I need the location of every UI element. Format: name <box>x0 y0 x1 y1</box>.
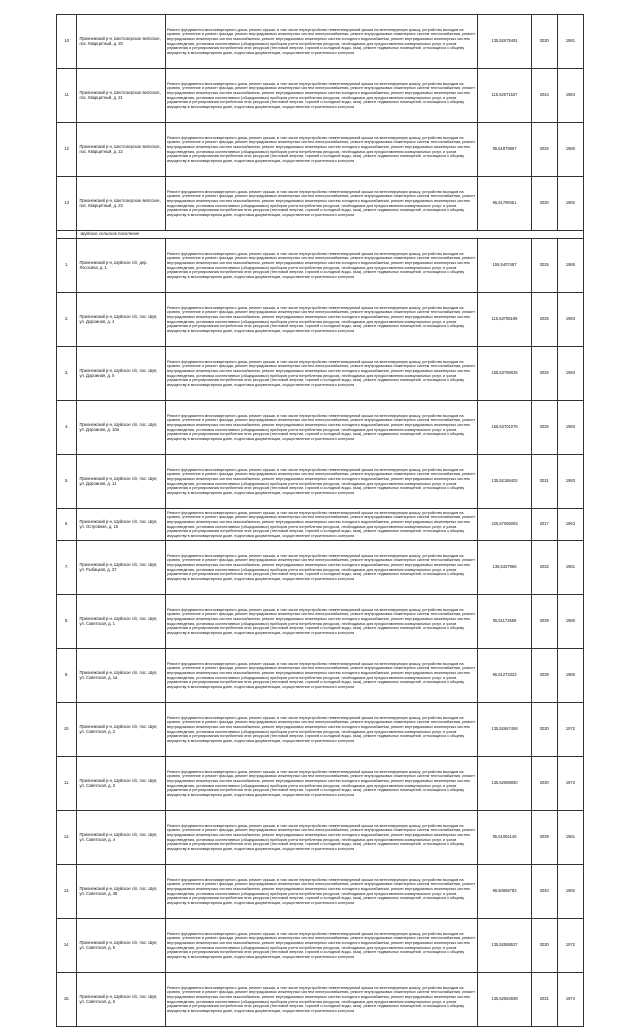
row-address: Прионежский р-н, Шуйское с/п, пос. Шуя, ул. Советская, д. 4 <box>77 811 166 865</box>
row-address: Прионежский р-н, Шелтозерское вепсское, пос. Кварцитный, д. 23 <box>77 177 166 231</box>
table-row <box>57 973 584 1027</box>
row-number: 11. <box>57 757 77 811</box>
row-year: 2024 <box>531 69 557 123</box>
row-works: Ремонт фундамента многоквартирного дома, ремонт крыши, в том числе переустройство невентилируемой крыши на вентилируемую крышу, устройство выходов на кровлю, утепление и ремонт фасада, ремонт внутридомовых инженерных систем электроснабжения, ремонт внутридомовых инженерных систем теплоснабжения, ремонт внутридомовых инженерных систем газоснабжения, ремонт внутридомовых инженерных систем холодного водоснабжения, ремонт внутридомовых инженерных систем водоотведения, установка коллективных (общедомовых) приборов учета потребления ресурсов, необходимых для предоставления коммунальных услуг, и узлов управления и регулирования потребления этих ресурсов (тепловой энергии, горячей и холодной воды, газа), ремонт подвальных помещений, относящихся к общему имуществу в многоквартирном доме, подготовка документации, осуществление строительного контроля <box>166 757 478 811</box>
row-address: Прионежский р-н, Шуйское с/п, пос. Шуя, ул. Дорожная, д. 11 <box>77 455 166 509</box>
row-area: 115,53785199 <box>478 293 531 347</box>
row-area: 95,50855783 <box>478 865 531 919</box>
row-area: 135,52667468 <box>478 703 531 757</box>
row-address: Прионежский р-н, Шуйское с/п, пос. Шуя, ул. Дорожная, д. 4 <box>77 293 166 347</box>
row-works: Ремонт фундамента многоквартирного дома, ремонт крыши, в том числе переустройство невентилируемой крыши на вентилируемую крышу, устройство выходов на кровлю, утепление и ремонт фасада, ремонт внутридомовых инженерных систем электроснабжения, ремонт внутридомовых инженерных систем теплоснабжения, ремонт внутридомовых инженерных систем газоснабжения, ремонт внутридомовых инженерных систем холодного водоснабжения, ремонт внутридомовых инженерных систем водоотведения, установка коллективных (общедомовых) приборов учета потребления ресурсов, необходимых для предоставления коммунальных услуг, и узлов управления и регулирования потребления этих ресурсов (тепловой энергии, горячей и холодной воды, газа), ремонт подвальных помещений, относящихся к общему имуществу в многоквартирном доме, подготовка документации, осуществление строительного контроля <box>166 509 478 541</box>
section-header-row <box>57 231 584 239</box>
row-number: 3. <box>57 347 77 401</box>
row-number: 10 <box>57 15 77 69</box>
row-year: 2031 <box>531 973 557 1027</box>
row-year: 2017 <box>531 509 557 541</box>
row-area: 135,52186402 <box>478 455 531 509</box>
row-address: Прионежский р-н, Шуйское с/п, пос. Шуя, ул. Дорожная, д. 10а <box>77 401 166 455</box>
row-number: 1. <box>57 239 77 293</box>
table-row <box>57 293 584 347</box>
table-row <box>57 703 584 757</box>
row-built-year: 1972 <box>557 757 583 811</box>
row-built-year: 1980 <box>557 595 583 649</box>
row-works: Ремонт фундамента многоквартирного дома, ремонт крыши, в том числе переустройство невентилируемой крыши на вентилируемую крышу, устройство выходов на кровлю, утепление и ремонт фасада, ремонт внутридомовых инженерных систем электроснабжения, ремонт внутридомовых инженерных систем теплоснабжения, ремонт внутридомовых инженерных систем газоснабжения, ремонт внутридомовых инженерных систем холодного водоснабжения, ремонт внутридомовых инженерных систем водоотведения, установка коллективных (общедомовых) приборов учета потребления ресурсов, необходимых для предоставления коммунальных услуг, и узлов управления и регулирования потребления этих ресурсов (тепловой энергии, горячей и холодной воды, газа), ремонт подвальных помещений, относящихся к общему имуществу в многоквартирном доме, подготовка документации, осуществление строительного контроля <box>166 919 478 973</box>
table-row <box>57 401 584 455</box>
row-number: 12. <box>57 811 77 865</box>
table-row <box>57 649 584 703</box>
row-built-year: 1972 <box>557 919 583 973</box>
row-address: Прионежский р-н, Шуйское с/п, пос. Шуя, ул. Советская, д. 2 <box>77 703 166 757</box>
row-area: 155,53701076 <box>478 401 531 455</box>
row-address: Прионежский р-н, Шуйское с/п, дер. Лососина, д. 1 <box>77 239 166 293</box>
row-works: Ремонт фундамента многоквартирного дома, ремонт крыши, в том числе переустройство невентилируемой крыши на вентилируемую крышу, устройство выходов на кровлю, утепление и ремонт фасада, ремонт внутридомовых инженерных систем электроснабжения, ремонт внутридомовых инженерных систем теплоснабжения, ремонт внутридомовых инженерных систем газоснабжения, ремонт внутридомовых инженерных систем холодного водоснабжения, ремонт внутридомовых инженерных систем водоотведения, установка коллективных (общедомовых) приборов учета потребления ресурсов, необходимых для предоставления коммунальных услуг, и узлов управления и регулирования потребления этих ресурсов (тепловой энергии, горячей и холодной воды, газа), ремонт подвальных помещений, относящихся к общему имуществу в многоквартирном доме, подготовка документации, осуществление строительного контроля <box>166 293 478 347</box>
table-row <box>57 509 584 541</box>
row-number: 8. <box>57 595 77 649</box>
row-works: Ремонт фундамента многоквартирного дома, ремонт крыши, в том числе переустройство невентилируемой крыши на вентилируемую крышу, устройство выходов на кровлю, утепление и ремонт фасада, ремонт внутридомовых инженерных систем электроснабжения, ремонт внутридомовых инженерных систем теплоснабжения, ремонт внутридомовых инженерных систем газоснабжения, ремонт внутридомовых инженерных систем холодного водоснабжения, ремонт внутридомовых инженерных систем водоотведения, установка коллективных (общедомовых) приборов учета потребления ресурсов, необходимых для предоставления коммунальных услуг, и узлов управления и регулирования потребления этих ресурсов (тепловой энергии, горячей и холодной воды, газа), ремонт подвальных помещений, относящихся к общему имуществу в многоквартирном доме, подготовка документации, осуществление строительного контроля <box>166 239 478 293</box>
row-area: 135,52588537 <box>478 919 531 973</box>
row-address: Прионежский р-н, Шуйское с/п, пос. Шуя, ул. Дорожная, д. 5 <box>77 347 166 401</box>
row-area: 135,52588050 <box>478 757 531 811</box>
row-year: 2030 <box>531 703 557 757</box>
row-year: 2039 <box>531 595 557 649</box>
row-works: Ремонт фундамента многоквартирного дома, ремонт крыши, в том числе переустройство невентилируемой крыши на вентилируемую крышу, устройство выходов на кровлю, утепление и ремонт фасада, ремонт внутридомовых инженерных систем электроснабжения, ремонт внутридомовых инженерных систем теплоснабжения, ремонт внутридомовых инженерных систем газоснабжения, ремонт внутридомовых инженерных систем холодного водоснабжения, ремонт внутридомовых инженерных систем водоотведения, установка коллективных (общедомовых) приборов учета потребления ресурсов, необходимых для предоставления коммунальных услуг, и узлов управления и регулирования потребления этих ресурсов (тепловой энергии, горячей и холодной воды, газа), ремонт подвальных помещений, относящихся к общему имуществу в многоквартирном доме, подготовка документации, осуществление строительного контроля <box>166 541 478 595</box>
row-year: 2025 <box>531 293 557 347</box>
row-built-year: 1974 <box>557 973 583 1027</box>
row-number: 11 <box>57 69 77 123</box>
table-body-shuya <box>57 239 584 1027</box>
row-number: 2. <box>57 293 77 347</box>
row-year: 2025 <box>531 239 557 293</box>
row-year: 2025 <box>531 347 557 401</box>
row-number: 13 <box>57 177 77 231</box>
row-works: Ремонт фундамента многоквартирного дома, ремонт крыши, в том числе переустройство невентилируемой крыши на вентилируемую крышу, устройство выходов на кровлю, утепление и ремонт фасада, ремонт внутридомовых инженерных систем электроснабжения, ремонт внутридомовых инженерных систем теплоснабжения, ремонт внутридомовых инженерных систем газоснабжения, ремонт внутридомовых инженерных систем холодного водоснабжения, ремонт внутридомовых инженерных систем водоотведения, установка коллективных (общедомовых) приборов учета потребления ресурсов, необходимых для предоставления коммунальных услуг, и узлов управления и регулирования потребления этих ресурсов (тепловой энергии, горячей и холодной воды, газа), ремонт подвальных помещений, относящихся к общему имуществу в многоквартирном доме, подготовка документации, осуществление строительного контроля <box>166 177 478 231</box>
row-built-year: 1980 <box>557 649 583 703</box>
row-area: 135,52675491 <box>478 15 531 69</box>
row-address: Прионежский р-н, Шелтозерское вепсское, пос. Кварцитный, д. 20 <box>77 15 166 69</box>
row-address: Прионежский р-н, Шуйское с/п, пос. Шуя, ул. Советская, д. 35 <box>77 865 166 919</box>
row-year: 2030 <box>531 15 557 69</box>
row-area: 95,51799451 <box>478 177 531 231</box>
row-address: Прионежский р-н, Шуйское с/п, пос. Шуя, ул. Советская, д. 5 <box>77 919 166 973</box>
table-row <box>57 595 584 649</box>
row-address: Прионежский р-н, Шуйское с/п, пос. Шуя, ул. Советская, д. 6 <box>77 973 166 1027</box>
row-area: 225,57065083 <box>478 509 531 541</box>
row-built-year: 1963 <box>557 509 583 541</box>
row-works: Ремонт фундамента многоквартирного дома, ремонт крыши, в том числе переустройство невентилируемой крыши на вентилируемую крышу, устройство выходов на кровлю, утепление и ремонт фасада, ремонт внутридомовых инженерных систем электроснабжения, ремонт внутридомовых инженерных систем теплоснабжения, ремонт внутридомовых инженерных систем газоснабжения, ремонт внутридомовых инженерных систем холодного водоснабжения, ремонт внутридомовых инженерных систем водоотведения, установка коллективных (общедомовых) приборов учета потребления ресурсов, необходимых для предоставления коммунальных услуг, и узлов управления и регулирования потребления этих ресурсов (тепловой энергии, горячей и холодной воды, газа), ремонт подвальных помещений, относящихся к общему имуществу в многоквартирном доме, подготовка документации, осуществление строительного контроля <box>166 15 478 69</box>
row-area: 95,51172569 <box>478 595 531 649</box>
row-area: 95,51879867 <box>478 123 531 177</box>
row-address: Прионежский р-н, Шуйское с/п, пос. Шуя, ул. Островная, д. 15 <box>77 509 166 541</box>
row-built-year: 1985 <box>557 239 583 293</box>
row-built-year: 1983 <box>557 455 583 509</box>
row-number: 6. <box>57 509 77 541</box>
row-year: 2039 <box>531 649 557 703</box>
row-built-year: 1980 <box>557 123 583 177</box>
row-number: 5. <box>57 455 77 509</box>
row-works: Ремонт фундамента многоквартирного дома, ремонт крыши, в том числе переустройство невентилируемой крыши на вентилируемую крышу, устройство выходов на кровлю, утепление и ремонт фасада, ремонт внутридомовых инженерных систем электроснабжения, ремонт внутридомовых инженерных систем теплоснабжения, ремонт внутридомовых инженерных систем газоснабжения, ремонт внутридомовых инженерных систем холодного водоснабжения, ремонт внутридомовых инженерных систем водоотведения, установка коллективных (общедомовых) приборов учета потребления ресурсов, необходимых для предоставления коммунальных услуг, и узлов управления и регулирования потребления этих ресурсов (тепловой энергии, горячей и холодной воды, газа), ремонт подвальных помещений, относящихся к общему имуществу в многоквартирном доме, подготовка документации, осуществление строительного контроля <box>166 703 478 757</box>
row-number: 7. <box>57 541 77 595</box>
table-row <box>57 123 584 177</box>
row-year: 2030 <box>531 919 557 973</box>
row-address: Прионежский р-н, Шелтозерское вепсское, пос. Кварцитный, д. 21 <box>77 69 166 123</box>
row-number: 10. <box>57 703 77 757</box>
row-built-year: 1983 <box>557 401 583 455</box>
row-year: 2031 <box>531 455 557 509</box>
table-row <box>57 919 584 973</box>
row-address: Прионежский р-н, Шуйское с/п, пос. Шуя, ул. Советская, д. 1а <box>77 649 166 703</box>
row-number: 12 <box>57 123 77 177</box>
row-built-year: 1981 <box>557 811 583 865</box>
row-year: 2032 <box>531 541 557 595</box>
row-year: 2039 <box>531 811 557 865</box>
row-year: 2026 <box>531 123 557 177</box>
row-area: 115,52671537 <box>478 69 531 123</box>
row-area: 155,53799025 <box>478 347 531 401</box>
row-area: 155,5407487 <box>478 239 531 293</box>
row-works: Ремонт фундамента многоквартирного дома, ремонт крыши, в том числе переустройство невентилируемой крыши на вентилируемую крышу, устройство выходов на кровлю, утепление и ремонт фасада, ремонт внутридомовых инженерных систем электроснабжения, ремонт внутридомовых инженерных систем теплоснабжения, ремонт внутридомовых инженерных систем газоснабжения, ремонт внутридомовых инженерных систем холодного водоснабжения, ремонт внутридомовых инженерных систем водоотведения, установка коллективных (общедомовых) приборов учета потребления ресурсов, необходимых для предоставления коммунальных услуг, и узлов управления и регулирования потребления этих ресурсов (тепловой энергии, горячей и холодной воды, газа), ремонт подвальных помещений, относящихся к общему имуществу в многоквартирном доме, подготовка документации, осуществление строительного контроля <box>166 973 478 1027</box>
row-year: 2030 <box>531 757 557 811</box>
row-built-year: 1983 <box>557 293 583 347</box>
row-works: Ремонт фундамента многоквартирного дома, ремонт крыши, в том числе переустройство невентилируемой крыши на вентилируемую крышу, устройство выходов на кровлю, утепление и ремонт фасада, ремонт внутридомовых инженерных систем электроснабжения, ремонт внутридомовых инженерных систем теплоснабжения, ремонт внутридомовых инженерных систем газоснабжения, ремонт внутридомовых инженерных систем холодного водоснабжения, ремонт внутридомовых инженерных систем водоотведения, установка коллективных (общедомовых) приборов учета потребления ресурсов, необходимых для предоставления коммунальных услуг, и узлов управления и регулирования потребления этих ресурсов (тепловой энергии, горячей и холодной воды, газа), ремонт подвальных помещений, относящихся к общему имуществу в многоквартирном доме, подготовка документации, осуществление строительного контроля <box>166 347 478 401</box>
row-built-year: 1972 <box>557 703 583 757</box>
table-row <box>57 239 584 293</box>
row-address: Прионежский р-н, Шуйское с/п, пос. Шуя, ул. Советская, д. 3 <box>77 757 166 811</box>
row-address: Прионежский р-н, Шелтозерское вепсское, пос. Кварцитный, д. 22 <box>77 123 166 177</box>
row-year: 2040 <box>531 865 557 919</box>
row-built-year: 1981 <box>557 15 583 69</box>
row-built-year: 1984 <box>557 69 583 123</box>
table-row <box>57 455 584 509</box>
row-year: 2030 <box>531 177 557 231</box>
table-row <box>57 811 584 865</box>
row-number: 13. <box>57 865 77 919</box>
row-works: Ремонт фундамента многоквартирного дома, ремонт крыши, в том числе переустройство невентилируемой крыши на вентилируемую крышу, устройство выходов на кровлю, утепление и ремонт фасада, ремонт внутридомовых инженерных систем электроснабжения, ремонт внутридомовых инженерных систем теплоснабжения, ремонт внутридомовых инженерных систем газоснабжения, ремонт внутридомовых инженерных систем холодного водоснабжения, ремонт внутридомовых инженерных систем водоотведения, установка коллективных (общедомовых) приборов учета потребления ресурсов, необходимых для предоставления коммунальных услуг, и узлов управления и регулирования потребления этих ресурсов (тепловой энергии, горячей и холодной воды, газа), ремонт подвальных помещений, относящихся к общему имуществу в многоквартирном доме, подготовка документации, осуществление строительного контроля <box>166 69 478 123</box>
housing-repair-table <box>56 14 584 1027</box>
row-area: 135,52584598 <box>478 973 531 1027</box>
row-area: 95,51094148 <box>478 811 531 865</box>
table-section <box>57 231 584 239</box>
row-works: Ремонт фундамента многоквартирного дома, ремонт крыши, в том числе переустройство невентилируемой крыши на вентилируемую крышу, устройство выходов на кровлю, утепление и ремонт фасада, ремонт внутридомовых инженерных систем электроснабжения, ремонт внутридомовых инженерных систем теплоснабжения, ремонт внутридомовых инженерных систем газоснабжения, ремонт внутридомовых инженерных систем холодного водоснабжения, ремонт внутридомовых инженерных систем водоотведения, установка коллективных (общедомовых) приборов учета потребления ресурсов, необходимых для предоставления коммунальных услуг, и узлов управления и регулирования потребления этих ресурсов (тепловой энергии, горячей и холодной воды, газа), ремонт подвальных помещений, относящихся к общему имуществу в многоквартирном доме, подготовка документации, осуществление строительного контроля <box>166 123 478 177</box>
row-works: Ремонт фундамента многоквартирного дома, ремонт крыши, в том числе переустройство невентилируемой крыши на вентилируемую крышу, устройство выходов на кровлю, утепление и ремонт фасада, ремонт внутридомовых инженерных систем электроснабжения, ремонт внутридомовых инженерных систем теплоснабжения, ремонт внутридомовых инженерных систем газоснабжения, ремонт внутридомовых инженерных систем холодного водоснабжения, ремонт внутридомовых инженерных систем водоотведения, установка коллективных (общедомовых) приборов учета потребления ресурсов, необходимых для предоставления коммунальных услуг, и узлов управления и регулирования потребления этих ресурсов (тепловой энергии, горячей и холодной воды, газа), ремонт подвальных помещений, относящихся к общему имуществу в многоквартирном доме, подготовка документации, осуществление строительного контроля <box>166 865 478 919</box>
row-number: 9. <box>57 649 77 703</box>
table-row <box>57 347 584 401</box>
row-number: 14. <box>57 919 77 973</box>
row-number: 4. <box>57 401 77 455</box>
table-row <box>57 541 584 595</box>
row-area: 95,51273323 <box>478 649 531 703</box>
row-number: 15. <box>57 973 77 1027</box>
table-row <box>57 177 584 231</box>
table-row <box>57 69 584 123</box>
row-address: Прионежский р-н, Шуйское с/п, пос. Шуя, ул. Рыбацкая, д. 37 <box>77 541 166 595</box>
row-area: 135,5337966 <box>478 541 531 595</box>
table-row <box>57 15 584 69</box>
row-works: Ремонт фундамента многоквартирного дома, ремонт крыши, в том числе переустройство невентилируемой крыши на вентилируемую крышу, устройство выходов на кровлю, утепление и ремонт фасада, ремонт внутридомовых инженерных систем электроснабжения, ремонт внутридомовых инженерных систем теплоснабжения, ремонт внутридомовых инженерных систем газоснабжения, ремонт внутридомовых инженерных систем холодного водоснабжения, ремонт внутридомовых инженерных систем водоотведения, установка коллективных (общедомовых) приборов учета потребления ресурсов, необходимых для предоставления коммунальных услуг, и узлов управления и регулирования потребления этих ресурсов (тепловой энергии, горячей и холодной воды, газа), ремонт подвальных помещений, относящихся к общему имуществу в многоквартирном доме, подготовка документации, осуществление строительного контроля <box>166 811 478 865</box>
row-year: 2025 <box>531 401 557 455</box>
table-body-shelt <box>57 15 584 231</box>
row-works: Ремонт фундамента многоквартирного дома, ремонт крыши, в том числе переустройство невентилируемой крыши на вентилируемую крышу, устройство выходов на кровлю, утепление и ремонт фасада, ремонт внутридомовых инженерных систем электроснабжения, ремонт внутридомовых инженерных систем теплоснабжения, ремонт внутридомовых инженерных систем газоснабжения, ремонт внутридомовых инженерных систем холодного водоснабжения, ремонт внутридомовых инженерных систем водоотведения, установка коллективных (общедомовых) приборов учета потребления ресурсов, необходимых для предоставления коммунальных услуг, и узлов управления и регулирования потребления этих ресурсов (тепловой энергии, горячей и холодной воды, газа), ремонт подвальных помещений, относящихся к общему имуществу в многоквартирном доме, подготовка документации, осуществление строительного контроля <box>166 595 478 649</box>
row-built-year: 1982 <box>557 865 583 919</box>
table-row <box>57 865 584 919</box>
table-row <box>57 757 584 811</box>
row-built-year: 1981 <box>557 541 583 595</box>
row-address: Прионежский р-н, Шуйское с/п, пос. Шуя, ул. Советская, д. 1 <box>77 595 166 649</box>
row-built-year: 1983 <box>557 347 583 401</box>
row-works: Ремонт фундамента многоквартирного дома, ремонт крыши, в том числе переустройство невентилируемой крыши на вентилируемую крышу, устройство выходов на кровлю, утепление и ремонт фасада, ремонт внутридомовых инженерных систем электроснабжения, ремонт внутридомовых инженерных систем теплоснабжения, ремонт внутридомовых инженерных систем газоснабжения, ремонт внутридомовых инженерных систем холодного водоснабжения, ремонт внутридомовых инженерных систем водоотведения, установка коллективных (общедомовых) приборов учета потребления ресурсов, необходимых для предоставления коммунальных услуг, и узлов управления и регулирования потребления этих ресурсов (тепловой энергии, горячей и холодной воды, газа), ремонт подвальных помещений, относящихся к общему имуществу в многоквартирном доме, подготовка документации, осуществление строительного контроля <box>166 649 478 703</box>
section-title: Шуйское сельское поселение <box>77 231 584 239</box>
row-works: Ремонт фундамента многоквартирного дома, ремонт крыши, в том числе переустройство невентилируемой крыши на вентилируемую крышу, устройство выходов на кровлю, утепление и ремонт фасада, ремонт внутридомовых инженерных систем электроснабжения, ремонт внутридомовых инженерных систем теплоснабжения, ремонт внутридомовых инженерных систем газоснабжения, ремонт внутридомовых инженерных систем холодного водоснабжения, ремонт внутридомовых инженерных систем водоотведения, установка коллективных (общедомовых) приборов учета потребления ресурсов, необходимых для предоставления коммунальных услуг, и узлов управления и регулирования потребления этих ресурсов (тепловой энергии, горячей и холодной воды, газа), ремонт подвальных помещений, относящихся к общему имуществу в многоквартирном доме, подготовка документации, осуществление строительного контроля <box>166 455 478 509</box>
row-works: Ремонт фундамента многоквартирного дома, ремонт крыши, в том числе переустройство невентилируемой крыши на вентилируемую крышу, устройство выходов на кровлю, утепление и ремонт фасада, ремонт внутридомовых инженерных систем электроснабжения, ремонт внутридомовых инженерных систем теплоснабжения, ремонт внутридомовых инженерных систем газоснабжения, ремонт внутридомовых инженерных систем холодного водоснабжения, ремонт внутридомовых инженерных систем водоотведения, установка коллективных (общедомовых) приборов учета потребления ресурсов, необходимых для предоставления коммунальных услуг, и узлов управления и регулирования потребления этих ресурсов (тепловой энергии, горячей и холодной воды, газа), ремонт подвальных помещений, относящихся к общему имуществу в многоквартирном доме, подготовка документации, осуществление строительного контроля <box>166 401 478 455</box>
row-built-year: 1982 <box>557 177 583 231</box>
